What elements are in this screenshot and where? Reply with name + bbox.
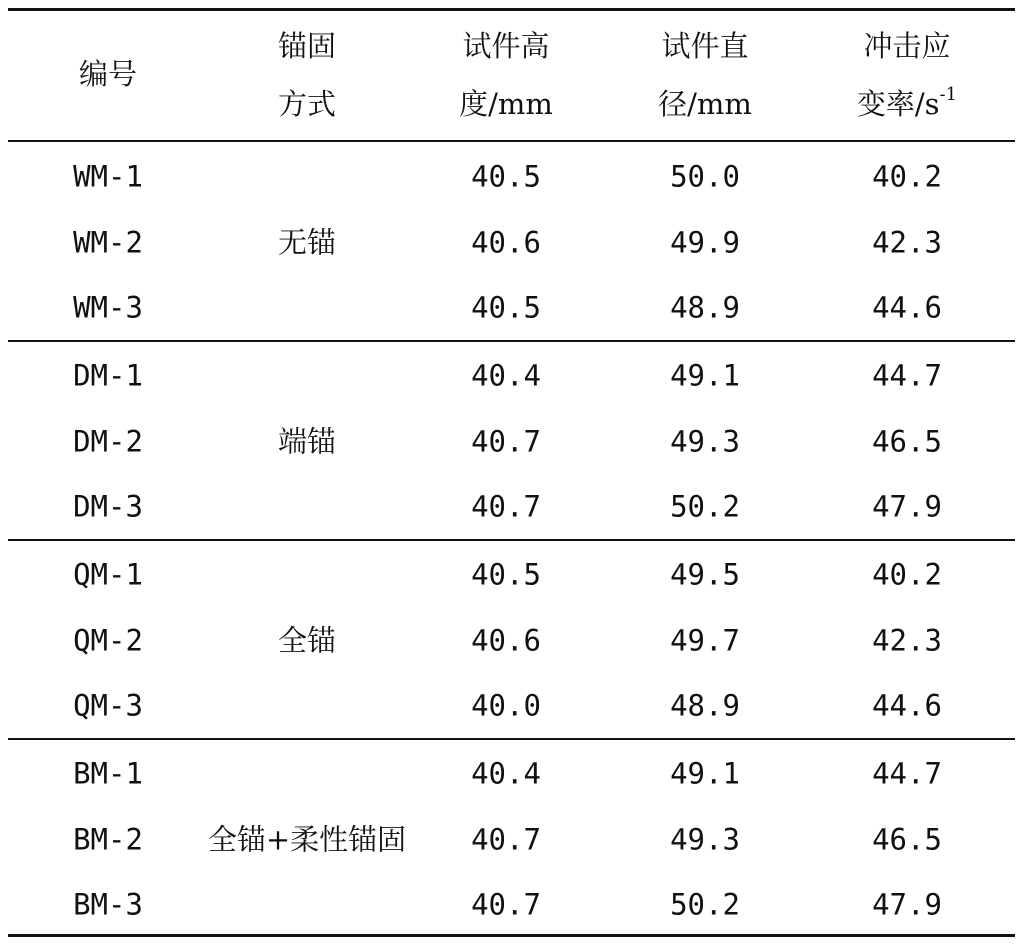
cell-rate: 40.2: [872, 557, 942, 592]
cell-rate: 47.9: [872, 489, 942, 524]
cell-rate: 44.7: [872, 358, 942, 393]
cell-height: 40.0: [471, 688, 541, 723]
cell-height: 40.7: [471, 822, 541, 856]
header-diameter-line1: 试件直: [661, 29, 749, 63]
cell-diameter: 49.3: [670, 424, 740, 458]
cell-rate: 46.5: [872, 822, 942, 856]
cell-height: 40.7: [471, 489, 541, 524]
header-method-line1: 锚固: [277, 29, 337, 63]
cell-rate: 42.3: [872, 623, 942, 657]
cell-rate: 40.2: [872, 159, 942, 194]
cell-id: DM-2: [73, 424, 143, 458]
header-id: [79, 45, 137, 103]
header-method-line2: 方式: [277, 87, 337, 121]
header-rate-line2-text: 变率/s: [856, 87, 940, 121]
header-diameter-line2: 径/mm: [658, 87, 752, 121]
group-rule: [8, 738, 1015, 740]
header-method: [278, 17, 336, 133]
cell-method: 全锚: [277, 623, 337, 657]
cell-diameter: 49.1: [670, 358, 740, 393]
cell-id: BM-1: [73, 756, 143, 791]
cell-diameter: 50.0: [670, 159, 740, 194]
cell-height: 40.7: [471, 887, 541, 922]
cell-id: QM-1: [73, 557, 143, 592]
cell-height: 40.5: [471, 159, 541, 194]
header-height-line2: 度/mm: [459, 87, 553, 121]
cell-height: 40.6: [471, 225, 541, 259]
cell-diameter: 48.9: [670, 290, 740, 325]
cell-id: WM-3: [73, 290, 143, 325]
cell-id: BM-2: [73, 822, 143, 856]
cell-height: 40.4: [471, 358, 541, 393]
cell-method: 无锚: [277, 225, 337, 259]
cell-height: 40.6: [471, 623, 541, 657]
header-rate: [857, 17, 957, 133]
cell-id: DM-3: [73, 489, 143, 524]
cell-height: 40.5: [471, 290, 541, 325]
cell-id: DM-1: [73, 358, 143, 393]
cell-diameter: 48.9: [670, 688, 740, 723]
cell-method: 端锚: [277, 424, 337, 458]
cell-rate: 47.9: [872, 887, 942, 922]
cell-rate: 46.5: [872, 424, 942, 458]
cell-diameter: 49.5: [670, 557, 740, 592]
cell-diameter: 50.2: [670, 489, 740, 524]
cell-diameter: 49.9: [670, 225, 740, 259]
header-height-line1: 试件高: [462, 29, 550, 63]
cell-id: WM-1: [73, 159, 143, 194]
header-rate-superscript: -1: [939, 84, 958, 105]
cell-id: QM-3: [73, 688, 143, 723]
cell-height: 40.4: [471, 756, 541, 791]
cell-id: QM-2: [73, 623, 143, 657]
cell-diameter: 50.2: [670, 887, 740, 922]
header-height: [459, 17, 553, 133]
header-rule: [8, 140, 1015, 142]
header-diameter: [658, 17, 752, 133]
bottom-rule: [8, 934, 1015, 937]
group-rule: [8, 340, 1015, 342]
cell-id: WM-2: [73, 225, 143, 259]
cell-diameter: 49.1: [670, 756, 740, 791]
cell-rate: 44.6: [872, 290, 942, 325]
top-rule: [8, 8, 1015, 11]
cell-height: 40.5: [471, 557, 541, 592]
cell-diameter: 49.7: [670, 623, 740, 657]
cell-diameter: 49.3: [670, 822, 740, 856]
group-rule: [8, 539, 1015, 541]
cell-rate: 42.3: [872, 225, 942, 259]
cell-rate: 44.6: [872, 688, 942, 723]
header-id-line1: 编号: [78, 57, 138, 91]
cell-height: 40.7: [471, 424, 541, 458]
cell-rate: 44.7: [872, 756, 942, 791]
cell-method: 全锚+柔性锚固: [207, 822, 407, 856]
header-rate-line1: 冲击应: [863, 29, 951, 63]
cell-id: BM-3: [73, 887, 143, 922]
header-rate-line2: [857, 75, 957, 133]
